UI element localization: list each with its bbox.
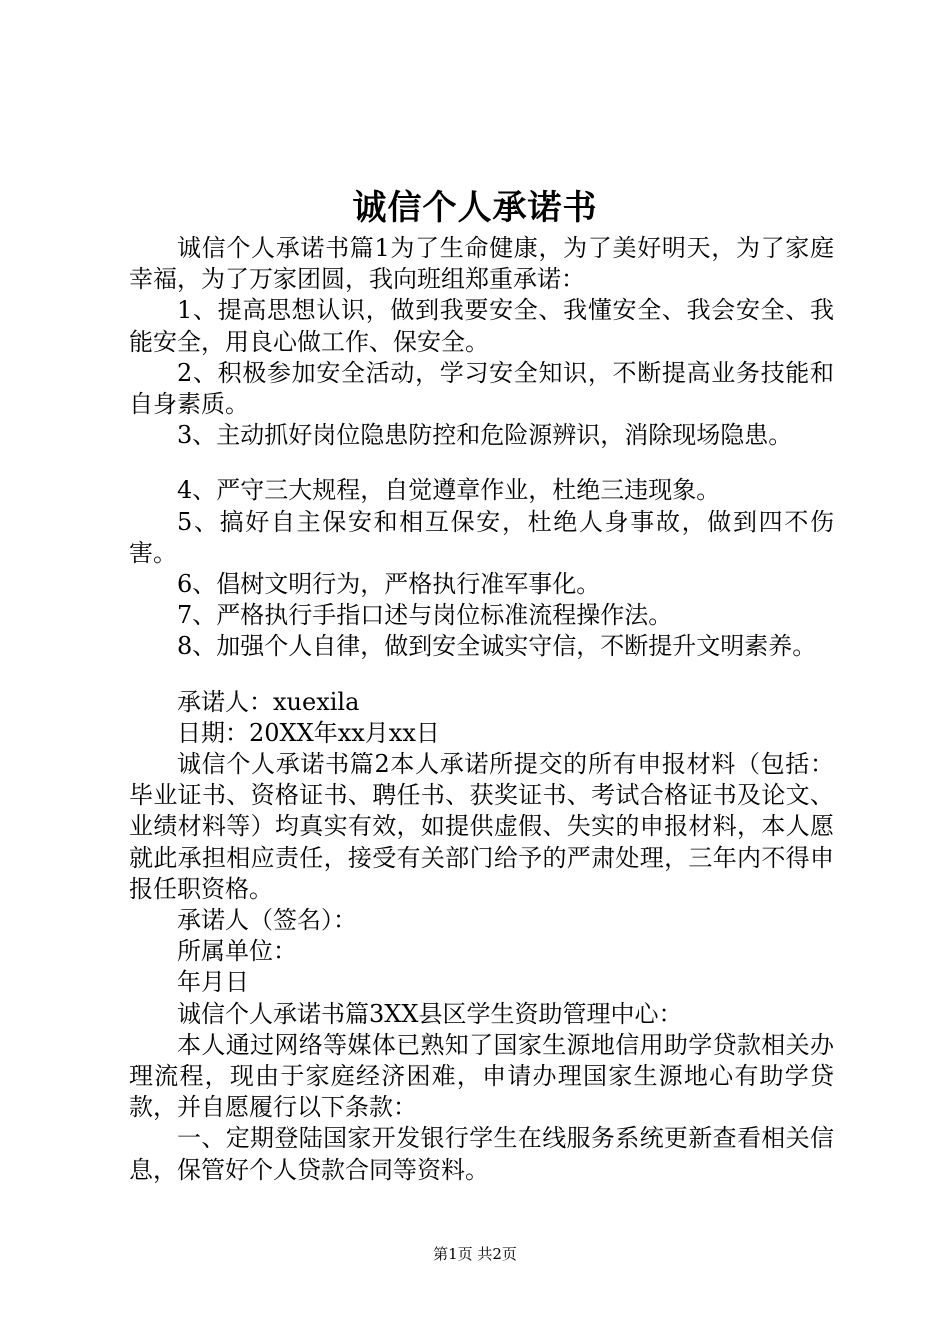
blank-line: [129, 451, 834, 475]
blank-line: [129, 663, 834, 687]
signatory-line: 承诺人：xuexila: [177, 687, 360, 716]
paragraph-intro-2: 诚信个人承诺书篇2本人承诺所提交的所有申报材料（包括：毕业证书、资格证书、聘任书、获奖证书、考试合格证书及论文、业绩材料等）均真实有效，如提供虚假、失实的申报材料，本人愿就此承担相应责任，接受有关部门给予的严肃处理，三年内不得申报任职资格。: [129, 750, 834, 903]
paragraph-item-5: 5、搞好自主保安和相互保安，杜绝人身事故，做到四不伤害。: [129, 507, 834, 567]
paragraph-item-4: 4、严守三大规程，自觉遵章作业，杜绝三违现象。: [177, 476, 721, 505]
paragraph-clause-1: 一、定期登陆国家开发银行学生在线服务系统更新查看相关信息，保管好个人贷款合同等资料。: [129, 1124, 834, 1184]
document-body: [129, 233, 834, 1186]
paragraph-item-1: 1、提高思想认识，做到我要安全、我懂安全、我会安全、我能安全，用良心做工作、保安全。: [129, 296, 834, 356]
paragraph-intro-1: 诚信个人承诺书篇1为了生命健康，为了美好明天，为了家庭幸福，为了万家团圆，我向班组郑重承诺：: [129, 234, 834, 294]
paragraph-item-8: 8、加强个人自律，做到安全诚实守信，不断提升文明素养。: [177, 632, 817, 661]
paragraph-statement-3: 本人通过网络等媒体已熟知了国家生源地信用助学贷款相关办理流程，现由于家庭经济困难，申请办理国家生源地心有助学贷款，并自愿履行以下条款：: [129, 1030, 834, 1122]
document-title: 诚信个人承诺书: [352, 188, 598, 228]
paragraph-item-2: 2、积极参加安全活动，学习安全知识，不断提高业务技能和自身素质。: [129, 358, 834, 419]
date-placeholder-line: 年月日: [177, 968, 249, 997]
date-line: 日期：20XX年xx月xx日: [177, 718, 440, 747]
paragraph-item-3: 3、主动抓好岗位隐患防控和危险源辨识，消除现场隐患。: [177, 421, 793, 450]
signature-line: 承诺人（签名）：: [177, 906, 357, 935]
page-number-footer: 第1页 共2页: [433, 1245, 517, 1263]
paragraph-intro-3: 诚信个人承诺书篇3XX县区学生资助管理中心：: [177, 999, 683, 1028]
paragraph-item-7: 7、严格执行手指口述与岗位标准流程操作法。: [177, 601, 673, 630]
unit-line: 所属单位：: [177, 937, 297, 966]
paragraph-item-6: 6、倡树文明行为，严格执行准军事化。: [177, 570, 601, 599]
